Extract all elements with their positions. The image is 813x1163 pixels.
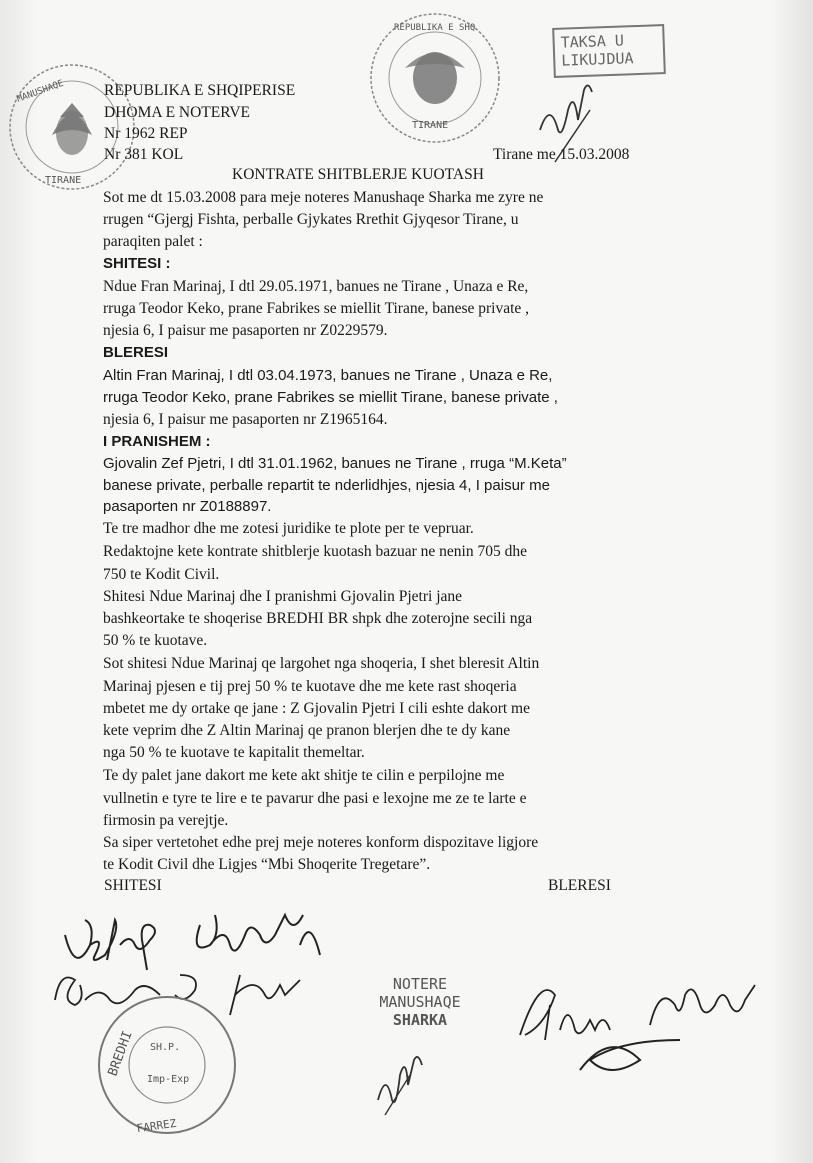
seller-signature-label: SHITESI <box>104 877 162 894</box>
svg-text:SH.P.: SH.P. <box>150 1042 181 1053</box>
republic-heading: REPUBLIKA E SHQIPERISE <box>104 82 296 99</box>
svg-text:TIRANE: TIRANE <box>45 175 82 186</box>
rep-number: Nr 1962 REP <box>104 125 188 142</box>
svg-text:MANUSHAQE: MANUSHAQE <box>15 78 66 105</box>
svg-text:BREDHI: BREDHI <box>105 1029 136 1079</box>
body-line: rruga Teodor Keko, prane Fabrikes se miellit Tirane, banese private , <box>103 300 530 317</box>
body-line: Gjovalin Zef Pjetri, I dtl 31.01.1962, banues ne Tirane , rruga “M.Keta” <box>103 455 567 472</box>
body-line: 50 % te kuotave. <box>103 632 208 649</box>
body-line: Shitesi Ndue Marinaj dhe I pranishmi Gjovalin Pjetri jane <box>103 588 463 605</box>
body-line: rrugen “Gjergj Fishta, perballe Gjykates Rrethit Gjyqesor Tirane, u <box>103 211 519 228</box>
place-date: Tirane me 15.03.2008 <box>493 146 630 163</box>
body-line: Te dy palet jane dakort me kete akt shitje te cilin e perpilojne me <box>103 767 505 784</box>
body-line: kete veprim dhe Z Altin Marinaj qe pranon blerjen dhe te dy kane <box>103 722 511 739</box>
contract-title: KONTRATE SHITBLERJE KUOTASH <box>232 166 484 183</box>
notary-square-stamp <box>340 975 500 1029</box>
body-line: Sot shitesi Ndue Marinaj qe largohet nga shoqeria, I shet bleresit Altin <box>103 655 540 672</box>
tax-stamp-line-1: TAKSA U <box>560 31 625 52</box>
notary-initials-bottom <box>370 1040 440 1120</box>
body-line: paraqiten palet : <box>103 233 203 250</box>
body-line: Ndue Fran Marinaj, I dtl 29.05.1971, banues ne Tirane , Unaza e Re, <box>103 278 529 295</box>
body-line: njesia 6, I paisur me pasaporten nr Z0229579. <box>103 322 388 339</box>
svg-text:Imp-Exp: Imp-Exp <box>147 1074 190 1085</box>
tax-stamp-line-2: LIKUJDUA <box>560 49 634 70</box>
buyer-signature-label: BLERESI <box>548 877 611 894</box>
notary-stamp-line-2: MANUSHAQE <box>379 993 461 1011</box>
body-line: Te tre madhor dhe me zotesi juridike te plote per te vepruar. <box>103 520 474 537</box>
body-line: Altin Fran Marinaj, I dtl 03.04.1973, banues ne Tirane , Unaza e Re, <box>103 367 553 384</box>
svg-text:REPUBLIKA E SHQ: REPUBLIKA E SHQ <box>394 23 476 33</box>
body-line: banese private, perballe repartit te nderlidhjes, njesia 4, I paisur me <box>103 477 550 494</box>
body-line: firmosin pa verejtje. <box>103 812 229 829</box>
body-line: Marinaj pjesen e tij prej 50 % te kuotave dhe me kete rast shoqeria <box>103 678 517 695</box>
body-line: pasaporten nr Z0188897. <box>103 498 272 515</box>
notary-stamp-line-3: SHARKA <box>392 1011 448 1029</box>
notary-stamp-line-1: NOTERE <box>392 975 448 993</box>
svg-text:TIRANE: TIRANE <box>412 120 449 131</box>
body-line: Redaktojne kete kontrate shitblerje kuotash bazuar ne nenin 705 dhe <box>103 543 527 560</box>
body-line: rruga Teodor Keko, prane Fabrikes se miellit Tirane, banese private , <box>103 389 558 406</box>
company-round-stamp <box>92 990 242 1140</box>
body-line: Sa siper vertetohet edhe prej meje noteres konform dispozitave ligjore <box>103 834 539 851</box>
body-line: te Kodit Civil dhe Ligjes “Mbi Shoqerite Tregetare”. <box>103 856 431 873</box>
body-line: mbetet me dy ortake qe jane : Z Gjovalin Pjetri I cili eshte dakort me <box>103 700 530 717</box>
notary-round-stamp-right <box>360 6 510 156</box>
body-line: Sot me dt 15.03.2008 para meje noteres Manushaqe Sharka me zyre ne <box>103 189 544 206</box>
kol-number: Nr 381 KOL <box>104 146 184 163</box>
chamber-heading: DHOMA E NOTERVE <box>104 104 251 121</box>
body-line: 750 te Kodit Civil. <box>103 566 220 583</box>
buyer-heading: BLERESI <box>103 344 169 361</box>
present-heading: I PRANISHEM : <box>103 433 211 450</box>
buyer-signature <box>510 975 780 1085</box>
svg-text:FARREZ: FARREZ <box>135 1116 178 1136</box>
body-line: nga 50 % te kuotave te kapitalit themeltar. <box>103 744 365 761</box>
body-line: bashkeortake te shoqerise BREDHI BR shpk dhe zoterojne secili nga <box>103 610 533 627</box>
seller-heading: SHITESI : <box>103 255 171 272</box>
body-line: vullnetin e tyre te lire e te pavarur dhe pasi e lexojne me ze te larte e <box>103 790 527 807</box>
body-line: njesia 6, I paisur me pasaporten nr Z1965164. <box>103 411 388 428</box>
